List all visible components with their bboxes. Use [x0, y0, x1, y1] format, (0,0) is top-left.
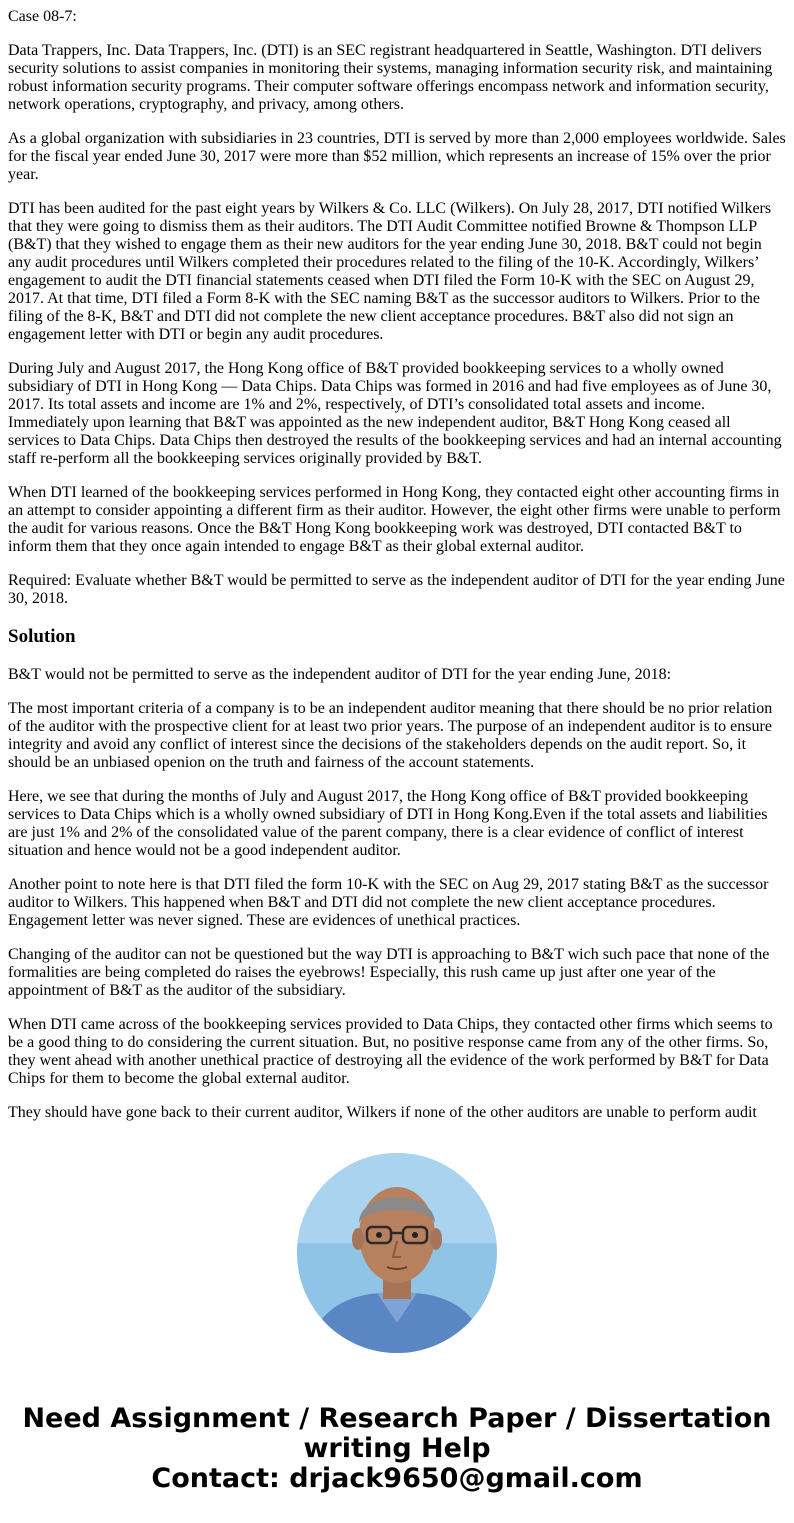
solution-paragraph: They should have gone back to their current auditor, Wilkers if none of the other auditors are unable to perform audit — [8, 1104, 757, 1121]
case-label: Case 08-7: — [8, 8, 77, 25]
promo-contact: Contact: drjack9650@gmail.com — [151, 1463, 643, 1494]
solution-heading: Solution — [8, 626, 76, 647]
solution-paragraph: When DTI came across of the bookkeeping services provided to Data Chips, they contacted other firms which seems to be a good thing to do considering the current situation. But, no positive response came from any of the other firms. So, they went ahead with another unethical practice of destroying all the evidence of the work performed by B&T for Data Chips for them to become the global external auditor. — [8, 1016, 773, 1087]
solution-paragraph: Another point to note here is that DTI filed the form 10-K with the SEC on Aug 29, 2017 stating B&T as the successor auditor to Wilkers. This happened when B&T and DTI did not complete the new client acceptance procedures. Engagement letter was never signed. These are evidences of unethical practices. — [8, 876, 769, 929]
solution-paragraph: Here, we see that during the months of July and August 2017, the Hong Kong office of B&T provided bookkeeping services to Data Chips which is a wholly owned subsidiary of DTI in Hong Kong.Even if the total assets and liabilities are just 1% and 2% of the consolidated value of the parent company, there is a clear evidence of conflict of interest situation and hence would not be a good independent auditor. — [8, 788, 768, 859]
case-paragraph: Data Trappers, Inc. Data Trappers, Inc. (DTI) is an SEC registrant headquartered in Seattle, Washington. DTI delivers security solutions to assist companies in monitoring their systems, managing information security risk, and maintaining robust information security programs. Their computer software offerings encompass network and information security, network operations, cryptography, and privacy, among others. — [8, 42, 773, 113]
required-question: Required: Evaluate whether B&T would be permitted to serve as the independent auditor of DTI for the year ending June 30, 2018. — [8, 572, 785, 607]
solution-paragraph: The most important criteria of a company is to be an independent auditor meaning that there should be no prior relation of the auditor with the prospective client for at least two prior years. The purpose of an independent auditor is to ensure integrity and avoid any conflict of interest since the decisions of the stakeholders depends on the audit report. So, it should be an unbiased openion on the truth and fairness of the account statements. — [8, 700, 773, 771]
person-portrait-icon — [297, 1153, 497, 1353]
case-paragraph: When DTI learned of the bookkeeping services performed in Hong Kong, they contacted eight other accounting firms in an attempt to consider appointing a different firm as their auditor. However, the eight other firms were unable to perform the audit for various reasons. Once the B&T Hong Kong bookkeeping work was destroyed, DTI contacted B&T to inform them that they once again intended to engage B&T as their global external auditor. — [8, 484, 781, 555]
promo-line: Need Assignment / Research Paper / Dissertation — [22, 1403, 772, 1434]
author-avatar — [297, 1153, 497, 1353]
case-paragraph: During July and August 2017, the Hong Kong office of B&T provided bookkeeping services to a wholly owned subsidiary of DTI in Hong Kong — Data Chips. Data Chips was formed in 2016 and had five employees as of June 30, 2017. Its total assets and income are 1% and 2%, respectively, of DTI’s consolidated total assets and income. Immediately upon learning that B&T was appointed as the new independent auditor, B&T Hong Kong ceased all services to Data Chips. Data Chips then destroyed the results of the bookkeeping services and had an internal accounting staff re-perform all the bookkeeping services originally provided by B&T. — [8, 360, 782, 467]
solution-paragraph: Changing of the auditor can not be questioned but the way DTI is approaching to B&T wich such pace that none of the formalities are being completed do raises the eyebrows! Especially, this rush came up just after one year of the appointment of B&T as the auditor of the subsidiary. — [8, 946, 770, 999]
promo-line: writing Help — [303, 1433, 491, 1464]
case-paragraph: As a global organization with subsidiaries in 23 countries, DTI is served by more than 2,000 employees worldwide. Sales for the fiscal year ended June 30, 2017 were more than $52 million, which represents an increase of 15% over the prior year. — [8, 130, 786, 183]
promo-banner — [0, 1404, 794, 1494]
case-paragraph: DTI has been audited for the past eight years by Wilkers & Co. LLC (Wilkers). On July 28, 2017, DTI notified Wilkers that they were going to dismiss them as their auditors. The DTI Audit Committee notified Browne & Thompson LLP (B&T) that they wished to engage them as their new auditors for the year ending June 30, 2018. B&T could not begin any audit procedures until Wilkers completed their procedures related to the filing of the 10-K. Accordingly, Wilkers’ engagement to audit the DTI financial statements ceased when DTI filed the Form 10-K with the SEC on August 29, 2017. At that time, DTI filed a Form 8-K with the SEC naming B&T as the successor auditors to Wilkers. Prior to the filing of the 8-K, B&T and DTI did not complete the new client acceptance procedures. B&T also did not sign an engagement letter with DTI or begin any audit procedures. — [8, 200, 772, 343]
solution-paragraph: B&T would not be permitted to serve as the independent auditor of DTI for the year ending June, 2018: — [8, 666, 672, 683]
